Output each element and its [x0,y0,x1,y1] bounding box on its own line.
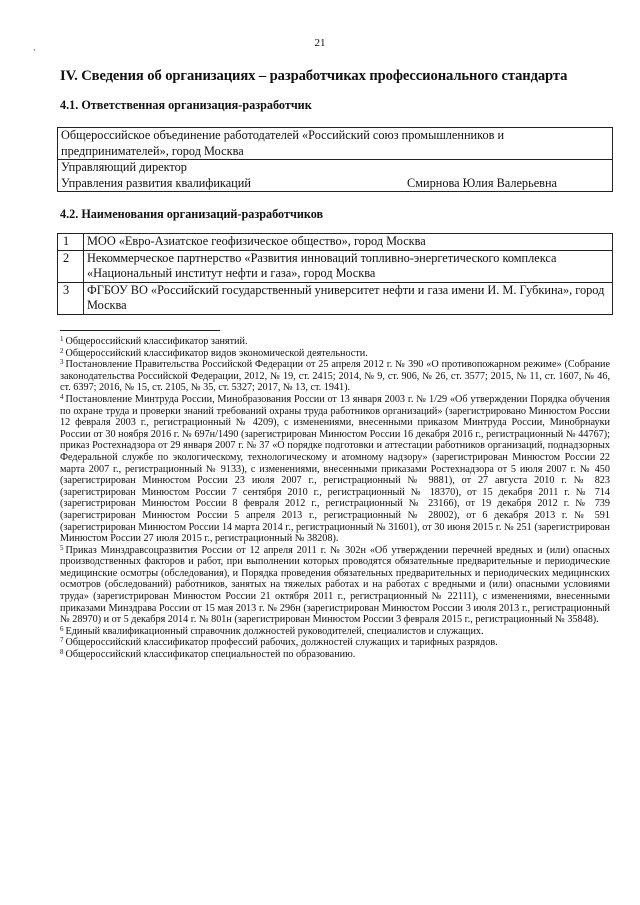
footnote-text: Приказ Минздравсоцразвития России от 12 апреля 2011 г. № 302н «Об утверждении перечней вредных и (или) опасных производственных факторов и работ, при выполнении которых проводятся обязательные предварительные и периодические медицинские осмотры (обследования), и Порядка проведения обязательных предварительных и периодических медицинских осмотров (обследований) работников, занятых на тяжелых работах и на работах с вредными и (или) опасными условиями труда» (зарегистрирован Минюстом России 21 октября 2011 г., регистрационный № 22111), с изменениями, внесенными приказами Минздрава России от 15 мая 2013 г. № 296н (зарегистрирован Минюстом России 3 июля 2013 г., регистрационный № 28970) и от 5 декабря 2014 г. № 801н (зарегистрирован Минюстом России 3 февраля 2015 г., регистрационный № 35848). [60,544,610,626]
footnote-text: Постановление Правительства Российской Федерации от 25 апреля 2012 г. № 390 «О противопожарном режиме» (Собрание законодательства Российской Федерации, 2012, № 19, ст. 2415; 2014, № 9, ст. 906, № 26, ст. 3577; 2015, № 11, ст. 1607, № 46, ст. 6397; 2016, № 15, ст. 2105, № 35, ст. 5327; 2017, № 13, ст. 1941). [60,359,610,394]
responsible-org-row [58,128,613,160]
developer-name: Некоммерческое партнерство «Развития инноваций топливно-энергетического комплекса «Национальный институт нефти и газа», город Москва [84,250,613,282]
footnote-number: 5 [60,543,64,552]
row-number: 3 [58,282,84,314]
developers-title: 4.2. Наименования организаций-разработчиков [60,207,324,221]
table-row [58,282,613,314]
person-name: Смирнова Юлия Валерьевна [407,175,557,190]
responsible-org-table [57,127,613,192]
footnote [60,394,610,545]
position-line-2: Управления развития квалификаций [61,175,251,190]
footnote-text: Общероссийский классификатор занятий. [65,336,248,347]
footnote-number: 4 [60,392,64,401]
footnote-text: Общероссийский классификатор специальностей по образованию. [65,649,356,661]
developer-name: ФГБОУ ВО «Российский государственный университет нефти и газа имени И. М. Губкина», город Москва [84,282,613,314]
page-number: 21 [314,37,326,49]
responsible-person-row [58,160,613,192]
developers-table [57,233,613,315]
footnote [60,336,610,348]
footnote-text: Постановление Минтруда России, Минобразования России от 13 января 2003 г. № 1/29 «Об утверждении Порядка обучения по охране труда и проверки знаний требований охраны труда работников организаций» (зарегистрировано Минюстом России 12 февраля 2003 г., регистрационный № 4209), с изменениями, внесенными приказом Минтруда России, Минобрнауки России от 30 ноября 2016 г. № 697н/1490 (зарегистрирован Минюстом России 16 декабря 2016 г., регистрационный № 44767); приказ Ростехнадзора от 29 января 2007 г. № 37 «О порядке подготовки и аттестации работников организаций, поднадзорных Федеральной службе по экологическому, технологическому и атомному надзору» (зарегистрирован Минюстом России 22 марта 2007 г., регистрационный № 9133), с изменениями, внесенными приказами Ростехнадзора от 5 июля 2007 г. № 450 (зарегистрирован Минюстом России 23 июля 2007 г., регистрационный № 9881), от 27 августа 2010 г. № 823 (зарегистрирован Минюстом России 7 сентября 2010 г., регистрационный № 18370), от 15 декабря 2011 г. № 714 (зарегистрирован Минюстом России 8 февраля 2012 г., регистрационный № 23166), от 19 декабря 2012 г. № 739 (зарегистрирован Минюстом России 5 апреля 2013 г., регистрационный № 28002), от 6 декабря 2013 г. № 591 (зарегистрирован Минюстом России 14 марта 2014 г., регистрационный № 31601), от 30 июня 2015 г. № 251 (зарегистрирован Минюстом России 27 июля 2015 г., регистрационный № 38208). [60,393,610,545]
footnote-number: 3 [60,358,64,367]
table-row [58,250,613,282]
footnote [60,359,610,394]
table-row [58,234,613,251]
footnote-text: Общероссийский классификатор видов экономической деятельности. [65,347,368,359]
footnote-number: 2 [60,346,64,355]
developer-name: МОО «Евро-Азиатское геофизическое общество», город Москва [84,234,613,251]
footnote-text: Единый квалификационный справочник должностей руководителей, специалистов и служащих. [65,625,484,637]
row-number: 1 [58,234,84,251]
footnote [60,626,610,638]
footnote-number: 1 [60,335,64,343]
responsible-org-title: 4.1. Ответственная организация-разработчик [60,98,312,112]
scan-mark: ` [33,48,36,58]
footnote [60,649,610,661]
footnote-number: 6 [60,624,64,633]
position-name-row [61,176,609,192]
responsible-person-cell [58,160,613,192]
footnote-number: 7 [60,636,64,645]
footnote [60,637,610,649]
footnote-text: Общероссийский классификатор профессий рабочих, должностей служащих и тарифных разрядов. [65,637,498,649]
footnote-divider [60,330,220,331]
footnote-number: 8 [60,648,64,657]
footnotes [60,336,610,661]
row-number: 2 [58,250,84,282]
position-line-1: Управляющий директор [61,160,187,174]
footnote [60,348,610,360]
footnote [60,545,610,626]
section-title: IV. Сведения об организациях – разработчиках профессионального стандарта [60,68,568,84]
responsible-org-name: Общероссийское объединение работодателей «Российский союз промышленников и предпринимателей», город Москва [58,128,613,160]
